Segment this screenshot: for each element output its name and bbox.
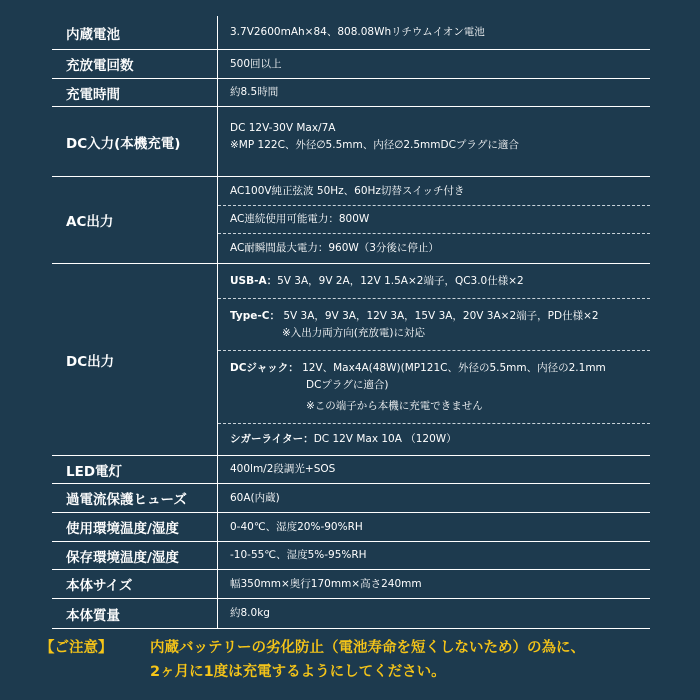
dc-input-spec: DC 12V-30V Max/7A <box>230 122 336 134</box>
spec-row-dc-input <box>52 107 650 177</box>
spec-value: 400lm/2段調光+SOS <box>230 463 336 475</box>
spec-label: 充電時間 <box>52 79 218 106</box>
spec-value-container <box>218 79 650 106</box>
spec-value-container <box>218 484 650 512</box>
spec-value: 幅350mm×奥行170mm×高さ240mm <box>230 577 422 590</box>
notice-line-2: 2ヶ月に1度は充電するようにしてください。 <box>150 664 446 680</box>
spec-label: DC入力(本機充電) <box>52 107 218 176</box>
spec-value: 約8.0kg <box>230 607 270 619</box>
dcjack-value: 12V、Max4A(48W)(MP121C、外径の5.5mm、内径の2.1mm <box>302 361 606 374</box>
dcjack-key: DCジャック： <box>230 361 299 374</box>
spec-value-container <box>218 570 650 598</box>
usba-key: USB-A： <box>230 274 278 287</box>
spec-value-container <box>218 50 650 78</box>
charging-notice <box>40 636 585 684</box>
notice-indent <box>40 660 150 684</box>
spec-table <box>52 16 650 629</box>
spec-label: LED電灯 <box>52 456 218 483</box>
spec-value-container <box>218 264 650 455</box>
cigar-value: DC 12V Max 10A （120W） <box>313 433 457 445</box>
spec-row-ac-output <box>52 177 650 264</box>
spec-row-weight <box>52 599 650 629</box>
spec-value: 3.7V2600mAh×84、808.08Whリチウムイオン電池 <box>230 26 485 38</box>
spec-value-container <box>218 107 650 176</box>
typec-note: ※入出力両方向(充放電)に対応 <box>282 326 425 339</box>
spec-value-container <box>218 456 650 483</box>
ac-output-continuous: AC連続使用可能電力：800W <box>218 205 650 233</box>
spec-value-container <box>218 599 650 628</box>
notice-tag: 【ご注意】 <box>40 640 113 656</box>
spec-row-fuse <box>52 484 650 513</box>
spec-value-container <box>218 16 650 49</box>
spec-value-container <box>218 542 650 569</box>
dc-input-note: ※MP 122C、外径∅5.5mm、内径∅2.5mmDCプラグに適合 <box>230 139 519 151</box>
spec-row-charge-time <box>52 79 650 107</box>
spec-label: 本体サイズ <box>52 570 218 598</box>
ac-output-peak: AC耐瞬間最大電力：960W（3分後に停止） <box>218 233 650 263</box>
ac-output-waveform: AC100V純正弦波 50Hz、60Hz切替スイッチ付き <box>230 184 465 197</box>
spec-label: 過電流保護ヒューズ <box>52 484 218 512</box>
spec-value: 500回以上 <box>230 57 282 70</box>
typec-value: 5V 3A，9V 3A，12V 3A，15V 3A，20V 3A×2端子，PD仕様×2 <box>283 309 599 322</box>
cigar-key: シガーライター： <box>230 433 314 445</box>
spec-label: DC出力 <box>52 264 218 455</box>
spec-row-size <box>52 570 650 599</box>
typec-key: Type-C： <box>230 309 280 322</box>
dcjack-value-cont: DCプラグに適合) <box>306 378 389 391</box>
spec-value: 0-40℃、湿度20%-90%RH <box>230 520 363 533</box>
spec-value: -10-55℃、湿度5%-95%RH <box>230 549 367 561</box>
spec-value-cell <box>218 107 650 167</box>
spec-row-battery <box>52 16 650 50</box>
notice-line-1: 内蔵バッテリーの劣化防止（電池寿命を短くしないため）の為に、 <box>150 640 585 656</box>
spec-value-container <box>218 513 650 541</box>
spec-value-container <box>218 177 650 263</box>
spec-label: 本体質量 <box>52 599 218 628</box>
spec-label: AC出力 <box>52 177 218 263</box>
spec-row-dc-output <box>52 264 650 456</box>
spec-label: 内蔵電池 <box>52 16 218 49</box>
spec-row-operating-env <box>52 513 650 542</box>
dc-output-typec <box>218 298 650 350</box>
spec-label: 充放電回数 <box>52 50 218 78</box>
spec-row-cycles <box>52 50 650 79</box>
spec-label: 保存環境温度/湿度 <box>52 542 218 569</box>
spec-value: 約8.5時間 <box>230 86 279 98</box>
spec-label: 使用環境温度/湿度 <box>52 513 218 541</box>
dc-output-usba <box>218 264 650 298</box>
dc-output-cigar <box>218 423 650 455</box>
spec-row-storage-env <box>52 542 650 570</box>
spec-value: 60A(内蔵) <box>230 491 280 504</box>
dc-output-dcjack <box>218 350 650 423</box>
usba-value: 5V 3A，9V 2A，12V 1.5A×2端子，QC3.0仕様×2 <box>277 274 524 287</box>
spec-row-led <box>52 456 650 484</box>
dcjack-note: ※この端子から本機に充電できません <box>306 399 483 412</box>
